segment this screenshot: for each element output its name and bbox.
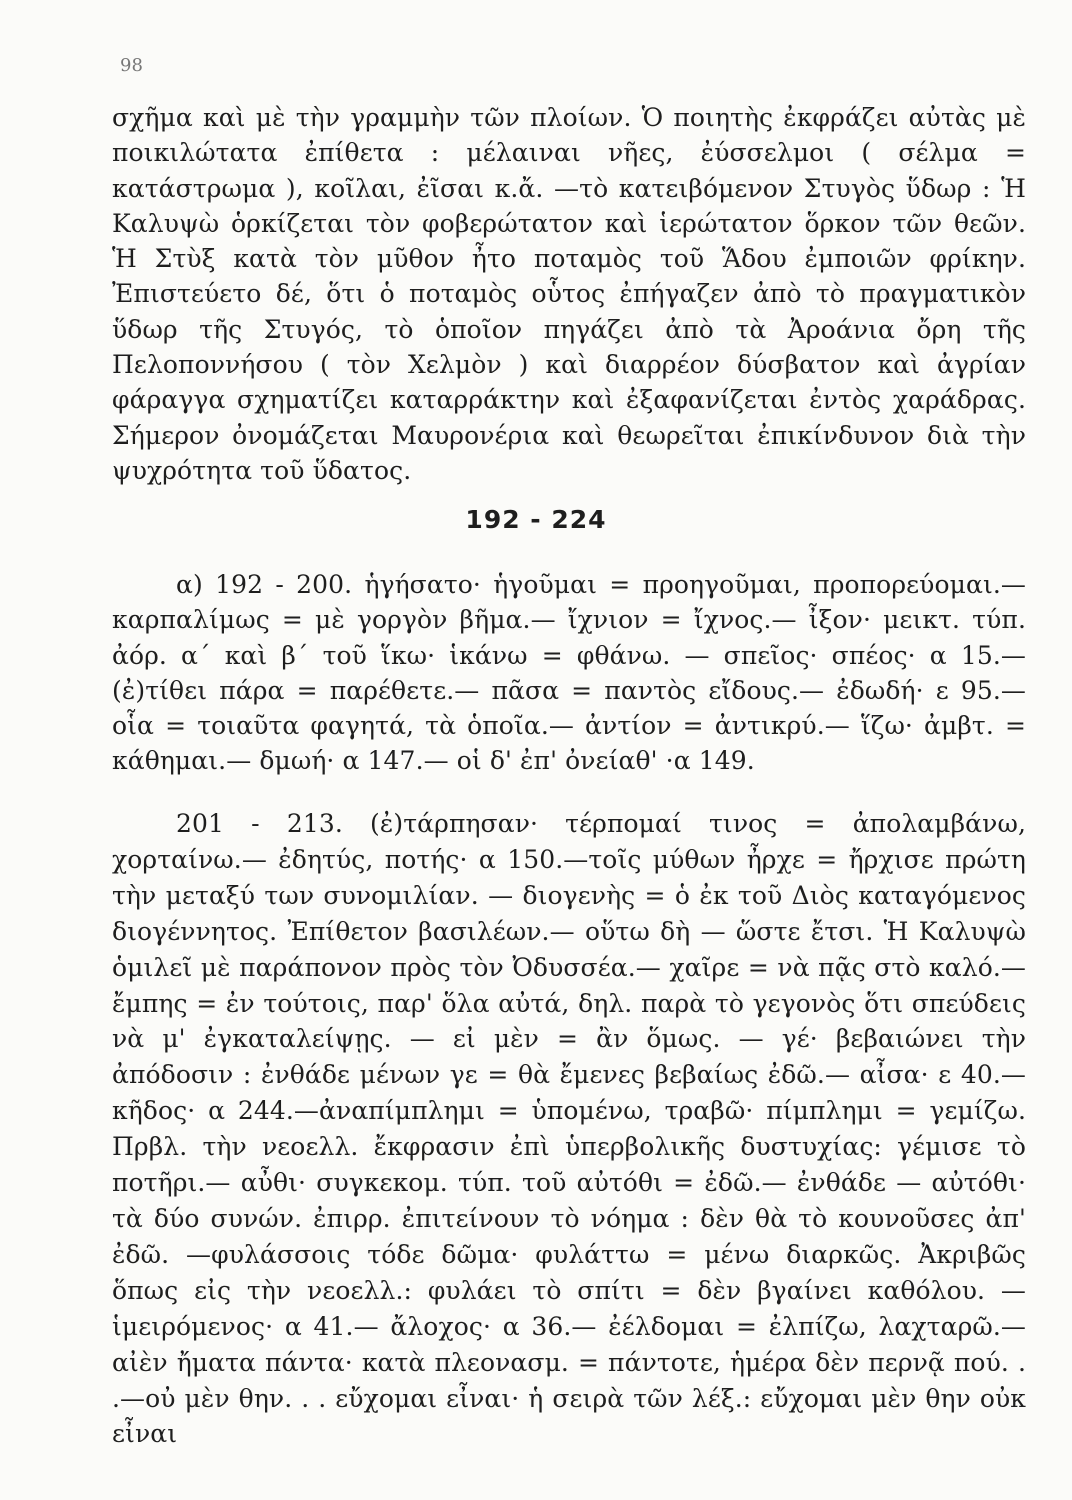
commentary-paragraph-1 [112, 100, 1026, 488]
paragraph-text: σχῆμα καὶ μὲ τὴν γραμμὴν τῶν πλοίων. Ὁ ποιητὴς ἐκφράζει αὐτὰς μὲ ποικιλώτατα ἐπίθετα : μέλαιναι νῆες, ἐύσσελμοι ( σέλμα = κατάστρωμα ), κοῖλαι, ἐῖσαι κ.ἄ. —τὸ κατειβόμενον Στυγὸς ὕδωρ : Ἡ Καλυψὼ ὁρκίζεται τὸν φοβερώτατον καὶ ἱερώτατον ὅρκον τῶν θεῶν. Ἡ Στὺξ κατὰ τὸν μῦθον ἦτο ποταμὸς τοῦ Ἅδου ἐμποιῶν φρίκην. Ἐπιστεύετο δέ, ὅτι ὁ ποταμὸς οὗτος ἐπήγαζεν ἀπὸ τὸ πραγματικὸν ὕδωρ τῆς Στυγός, τὸ ὁποῖον πηγάζει ἀπὸ τὰ Ἀροάνια ὄρη τῆς Πελοποννήσου ( τὸν Χελμὸν ) καὶ διαρρέον δύσβατον καὶ ἀγρίαν φάραγγα σχηματίζει καταρράκτην καὶ ἐξαφανίζεται ἐντὸς χαράδρας. Σήμερον ὀνομάζεται Μαυρονέρια καὶ θεωρεῖται ἐπικίνδυνον διὰ τὴν ψυχρότητα τοῦ ὕδατος. [112, 103, 1026, 485]
page-number: 98 [120, 55, 143, 76]
paragraph-body: α) 192 - 200. ἡγήσατο· ἡγοῦμαι = προηγοῦμαι, προπορεύομαι.— καρπαλίμως = μὲ γοργὸν βῆμα.— ἴχνιον = ἴχνος.— ἶξον· μεικτ. τύπ. ἀόρ. α΄ καὶ β΄ τοῦ ἵκω· ἱκάνω = φθάνω. — σπεῖος· σπέος· α 15.— (ἐ)τίθει πάρα = παρέθετε.— πᾶσα = παντὸς εἴδους.— ἐδωδή· ε 95.— οἷα = τοιαῦτα φαγητά, τὰ ὁποῖα.— ἀντίον = ἀντικρύ.— ἵζω· ἀμβτ. = κάθημαι.— δμωή· α 147.— οἱ δ' ἐπ' ὀνείαθ' ·α 149. [112, 570, 1026, 776]
paragraph-body: 201 - 213. (ἐ)τάρπησαν· τέρπομαί τινος = ἀπολαμβάνω, χορταίνω.— ἐδητύς, ποτής· α 150.—τοῖς μύθων ἦρχε = ἤρχισε πρώτη τὴν μεταξύ των συνομιλίαν. — διογενὴς = ὁ ἐκ τοῦ Διὸς καταγόμενος διογέννητος. Ἐπίθετον βασιλέων.— οὕτω δὴ — ὥστε ἔτσι. Ἡ Καλυψὼ ὁμιλεῖ μὲ παράπονον πρὸς τὸν Ὀδυσσέα.— χαῖρε = νὰ πᾷς στὸ καλό.— ἔμπης = ἐν τούτοις, παρ' ὅλα αὐτά, δηλ. παρὰ τὸ γεγονὸς ὅτι σπεύδεις νὰ μ' ἐγκαταλείψῃς. — εἰ μὲν = ἂν ὅμως. — γέ· βεβαιώνει τὴν ἀπόδοσιν : ἐνθάδε μένων γε = θὰ ἔμενες βεβαίως ἐδῶ.— αἶσα· ε 40.— κῆδος· α 244.—ἀναπίμπλημι = ὑπομένω, τραβῶ· πίμπλημι = γεμίζω. Πρβλ. τὴν νεοελλ. ἔκφρασιν ἐπὶ ὑπερβολικῆς δυστυχίας: γέμισε τὸ ποτῆρι.— αὖθι· συγκεκομ. τύπ. τοῦ αὐτόθι = ἐδῶ.— ἐνθάδε — αὐτόθι· τὰ δύο συνών. ἐπιρρ. ἐπιτείνουν τὸ νόημα : δὲν θὰ τὸ κουνοῦσες ἀπ' ἐδῶ. —φυλάσσοις τόδε δῶμα· φυλάττω = μένω διαρκῶς. Ἀκριβῶς ὅπως εἰς τὴν νεοελλ.: φυλάει τὸ σπίτι = δὲν βγαίνει καθόλου. — ἱμειρόμενος· α 41.— ἄλοχος· α 36.— ἐέλδομαι = ἐλπίζω, λαχταρῶ.—αἰὲν ἤματα πάντα· κατὰ πλεονασμ. = πάντοτε, ἡμέρα δὲν περνᾷ πού. . .—οὐ μὲν θην. . . εὔχομαι εἶναι· ἡ σειρὰ τῶν λέξ.: εὔχομαι μὲν θην οὐκ εἶναι [112, 809, 1026, 1449]
paragraph-text [112, 806, 1026, 1452]
section-heading: 192 - 224 [465, 505, 607, 534]
paragraph-text [112, 567, 1026, 779]
commentary-paragraph-2 [112, 567, 1026, 779]
commentary-paragraph-3 [112, 806, 1026, 1452]
